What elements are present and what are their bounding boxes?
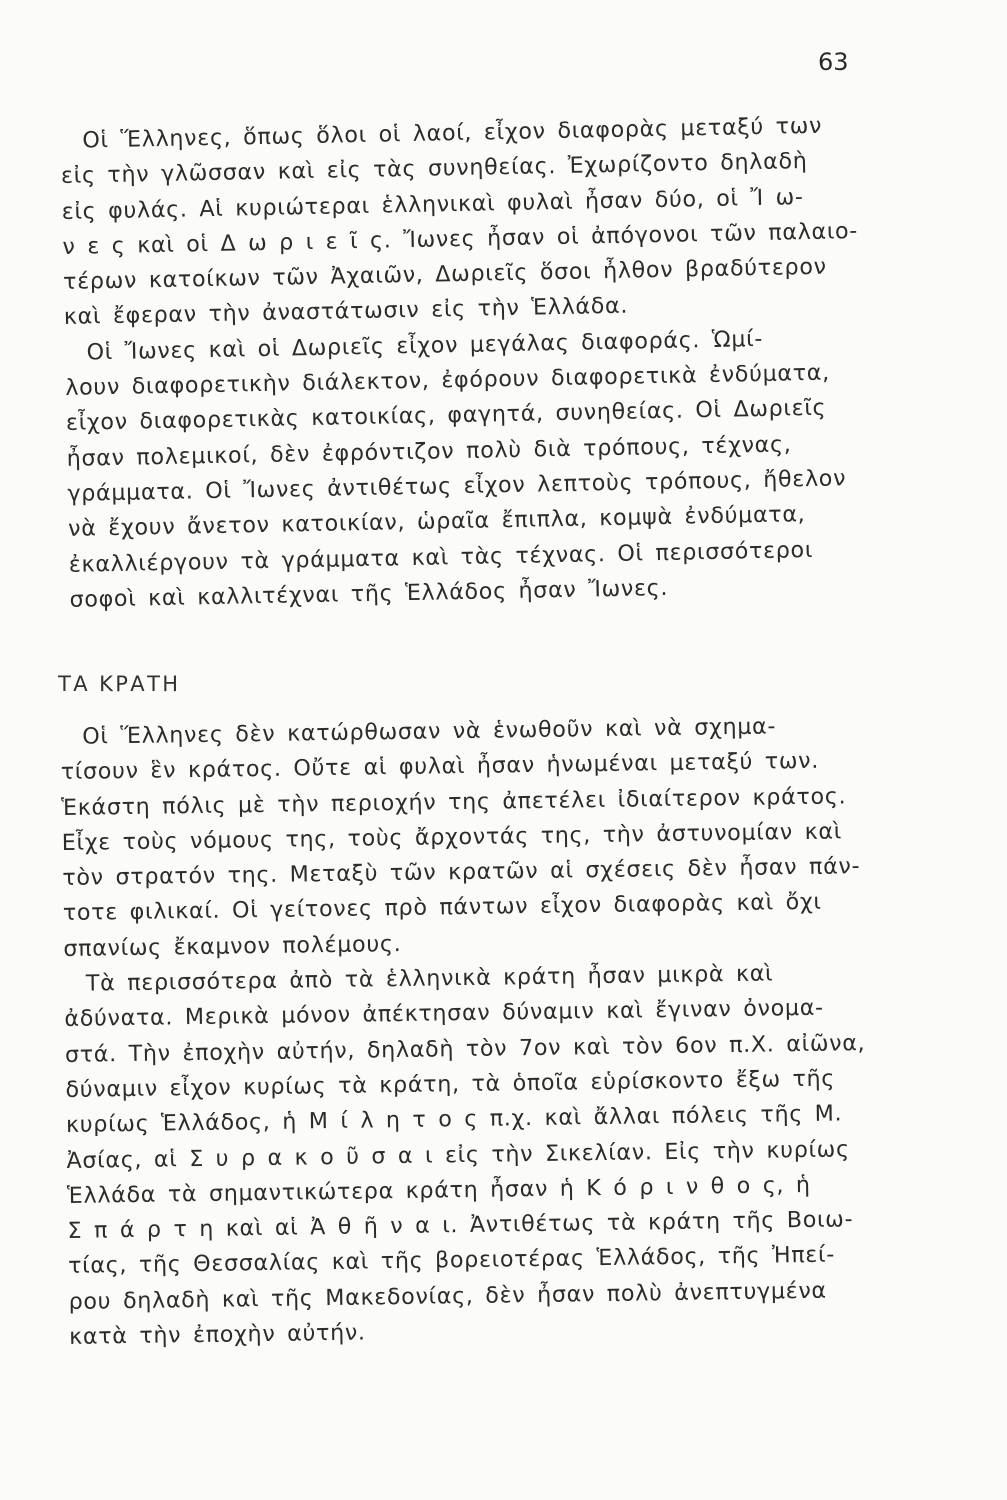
section-states-text	[60, 708, 909, 1356]
text-line: τοτε φιλικαί. Οἱ γείτονες πρὸ πάντων εἶχον διαφορὰς καὶ ὄχι	[62, 889, 822, 927]
text-line: Οἱ Ἕλληνες, ὅπως ὅλοι οἱ λαοί, εἶχον διαφορὰς μεταξύ των	[82, 112, 823, 154]
text-line: καὶ ἔφεραν τὴν ἀναστάτωσιν εἰς τὴν Ἑλλάδα.	[63, 293, 629, 331]
text-line: Τὰ περισσότερα ἀπὸ τὰ ἑλληνικὰ κράτη ἦσαν μικρὰ καὶ	[85, 960, 774, 997]
text-line: σπανίως ἔκαμνον πολέμους.	[63, 930, 402, 962]
text-line: Ἀσίας, αἱ Σ υ ρ α κ ο ῦ σ α ι εἰς τὴν Σικελίαν. Εἰς τὴν κυρίως	[66, 1135, 850, 1174]
text-line: δύναμιν εἶχον κυρίως τὰ κράτη, τὰ ὁποῖα εὑρίσκοντο ἔξω τῆς	[65, 1065, 836, 1103]
text-line: λουν διαφορετικὴν διάλεκτον, ἐφόρουν διαφορετικὰ ἐνδύματα,	[65, 359, 831, 402]
text-line: γράμματα. Οἱ Ἴωνες ἀντιθέτως εἶχον λεπτοὺς τρόπους, ἤθελον	[67, 465, 847, 507]
text-line: τίας, τῆς Θεσσαλίας καὶ τῆς βορειοτέρας Ἑλλάδος, τῆς Ἠπεί-	[67, 1242, 836, 1280]
page-number: 63	[818, 48, 849, 76]
text-line: τέρων κατοίκων τῶν Ἀχαιῶν, Δωριεῖς ὅσοι ἦλθον βραδύτερον	[62, 253, 827, 296]
text-line: σοφοὶ καὶ καλλιτέχναι τῆς Ἑλλάδος ἦσαν Ἴωνες.	[69, 574, 669, 613]
text-line: κατὰ τὴν ἐποχὴν αὐτήν.	[68, 1319, 366, 1350]
text-line: ἐκαλλιέργουν τὰ γράμματα καὶ τὰς τέχνας. Οἱ περισσότεροι	[68, 536, 814, 578]
text-line: Εἶχε τοὺς νόμους της, τοὺς ἄρχοντάς της, τὴν ἀστυνομίαν καὶ	[61, 818, 843, 856]
text-line: Ἑκάστη πόλις μὲ τὴν περιοχήν της ἀπετέλει ἰδιαίτερον κράτος.	[61, 782, 847, 821]
text-line: κυρίως Ἑλλάδος, ἡ Μ ί λ η τ ο ς π.χ. καὶ ἄλλαι πόλεις τῆς Μ.	[65, 1100, 843, 1139]
text-line: Οἱ Ἕλληνες δὲν κατώρθωσαν νὰ ἑνωθοῦν καὶ νὰ σχημα-	[82, 713, 777, 750]
text-line: νὰ ἔχουν ἄνετον κατοικίαν, ὡραῖα ἔπιπλα, κομψὰ ἐνδύματα,	[67, 501, 806, 543]
text-line: ἦσαν πολεμικοί, δὲν ἐφρόντιζον πολὺ διὰ τρόπους, τέχνας,	[66, 431, 792, 472]
section-intro-text	[60, 107, 910, 618]
text-line: Ἑλλάδα τὰ σημαντικώτερα κράτη ἦσαν ἡ Κ ό ρ ι ν θ ο ς, ἡ	[66, 1171, 811, 1209]
text-line: ἀδύνατα. Μερικὰ μόνον ἀπέκτησαν δύναμιν καὶ ἔγιναν ὀνομα-	[64, 995, 824, 1033]
text-line: Σ π ά ρ τ η καὶ αἱ Ἀ θ ῆ ν α ι. Ἀντιθέτως τὰ κράτη τῆς Βοιω-	[67, 1206, 854, 1245]
text-line: τὸν στρατόν της. Μεταξὺ τῶν κρατῶν αἱ σχέσεις δὲν ἦσαν πάν-	[62, 853, 861, 892]
section-heading: ΤΑ ΚΡΑΤΗ	[58, 672, 181, 696]
text-line: εἰς φυλάς. Αἱ κυριώτεραι ἑλληνικαὶ φυλαὶ ἦσαν δύο, οἱ Ἴ ω-	[61, 183, 804, 225]
text-line: στά. Τὴν ἐποχὴν αὐτήν, δηλαδὴ τὸν 7ον καὶ τὸν 6ον π.Χ. αἰῶνα,	[64, 1029, 866, 1068]
text-line: ν ε ς καὶ οἱ Δ ω ρ ι ε ῖ ς. Ἴωνες ἦσαν οἱ ἀπόγονοι τῶν παλαιο-	[62, 217, 859, 260]
text-line: τίσουν ἓν κράτος. Οὔτε αἱ φυλαὶ ἦσαν ἡνωμέναι μεταξύ των.	[60, 748, 820, 786]
text-line: ρου δηλαδὴ καὶ τῆς Μακεδονίας, δὲν ἦσαν πολὺ ἀνεπτυγμένα	[68, 1277, 827, 1315]
text-line: Οἱ Ἴωνες καὶ οἱ Δωριεῖς εἶχον μεγάλας διαφοράς. Ὡμί-	[86, 325, 764, 366]
text-line: εἰς τὴν γλῶσσαν καὶ εἰς τὰς συνηθείας. Ἐχωρίζοντο δηλαδὴ	[60, 148, 808, 190]
text-line: εἶχον διαφορετικὰς κατοικίας, φαγητά, συνηθείας. Οἱ Δωριεῖς	[65, 395, 827, 437]
